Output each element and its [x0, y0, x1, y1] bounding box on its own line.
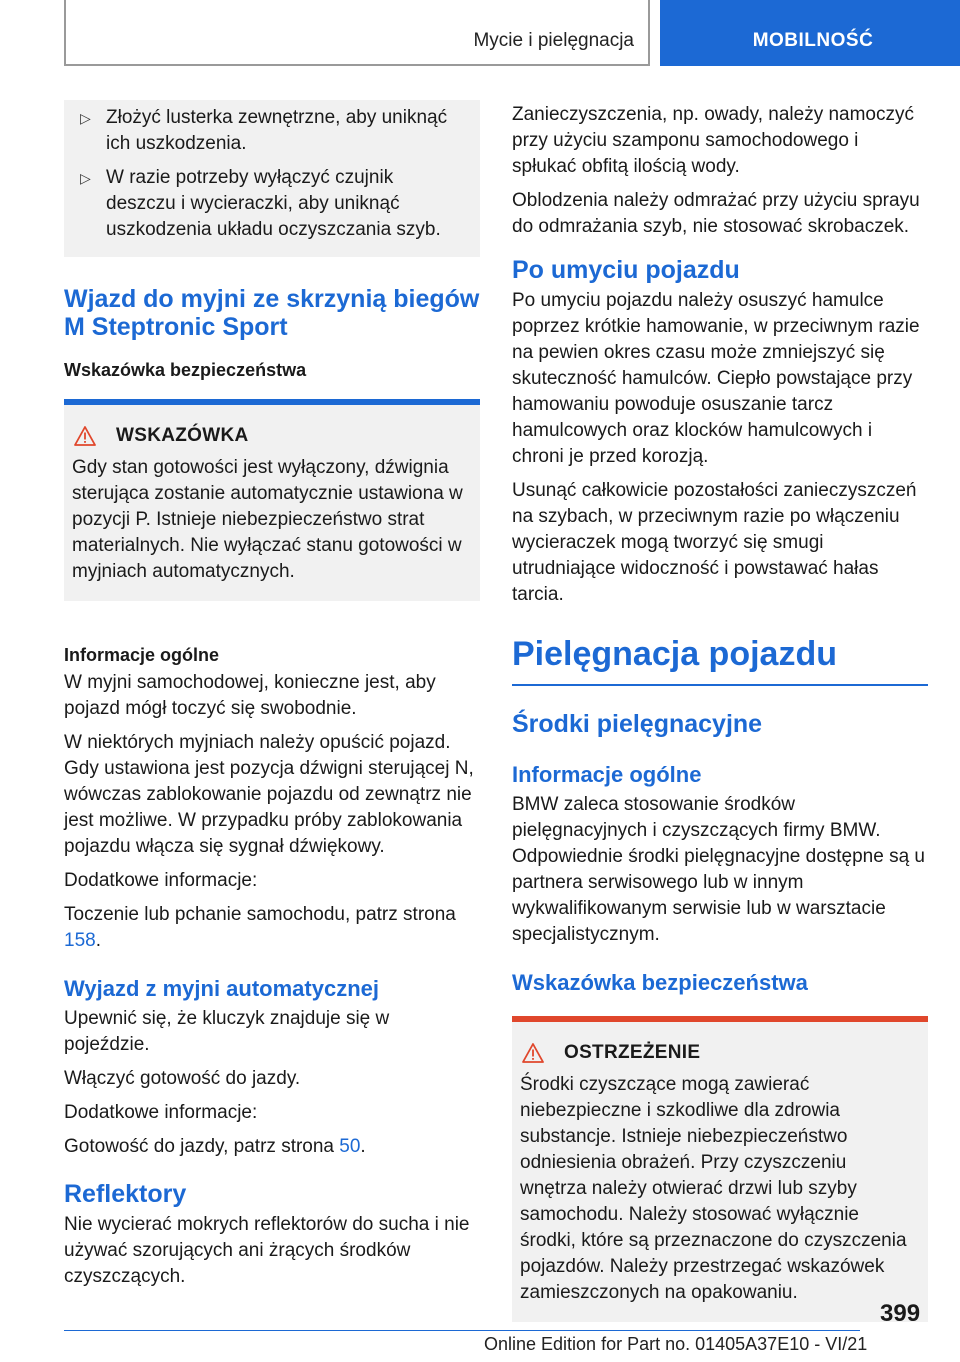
- warning-title: OSTRZEŻENIE: [564, 1042, 701, 1063]
- paragraph: Nie wycierać mokrych reflektorów do sucha i nie używać szorujących ani żrących środków czyszczących.: [64, 1214, 470, 1287]
- step-text: W razie potrzeby wyłączyć czujnik deszczu i wycieraczki, aby uniknąć uszkodzenia układu oczyszczania szyb.: [106, 167, 441, 240]
- heading-general: Informacje ogólne: [512, 762, 702, 787]
- page-number: 399: [880, 1300, 921, 1327]
- warning-text: Środki czyszczące mogą zawierać niebezpieczne i szkodliwe dla zdrowia substancje. Istnieje niebezpieczeństwo odniesienia obrażeń. Przy czyszczeniu wnętrza należy otwierać drzwi lub szyby samochodu. Należy stosować wyłącznie środki, które są przeznaczone do czyszczenia pojazdów. Należy przestrzegać wskazówek zamieszczonych na opakowaniu.: [520, 1074, 907, 1303]
- paragraph: [64, 902, 480, 954]
- paragraph: Włączyć gotowość do jazdy.: [64, 1068, 301, 1089]
- running-header-box: [64, 0, 650, 66]
- page-link-158[interactable]: 158: [64, 930, 96, 951]
- warning-text: Gdy stan gotowości jest wyłączony, dźwignia sterująca zostanie automatycznie ustawiona w pozycji P. Istnieje niebezpieczeństwo strat materialnych. Nie wyłączać stanu gotowości w myjniach automatycznych.: [72, 457, 463, 582]
- general-label: Informacje ogólne: [64, 645, 220, 665]
- warning-box: [64, 399, 480, 601]
- paragraph: Zanieczyszczenia, np. owady, należy namoczyć przy użyciu szamponu samochodowego i spłukać obfitą ilością wody.: [512, 104, 914, 177]
- h1-wrap: [512, 634, 928, 686]
- heading-reflectors: Reflektory: [64, 1180, 187, 1208]
- safety-label: Wskazówka bezpieczeństwa: [64, 360, 307, 380]
- section-title: Mycie i pielęgnacja: [473, 30, 634, 51]
- paragraph: Oblodzenia należy odmrażać przy użyciu sprayu do odmrażania szyb, nie stosować skrobaczek.: [512, 190, 920, 237]
- triangle-right-icon: ▷: [80, 110, 91, 126]
- xref-text: Toczenie lub pchanie samochodu, patrz strona: [64, 904, 456, 925]
- heading-exit: Wyjazd z myjni automatycznej: [64, 976, 380, 1001]
- paragraph: W niektórych myjniach należy opuścić pojazd. Gdy ustawiona jest pozycja dźwigni sterującej N, wówczas zablokowanie pojazdu od zewnątrz nie jest możliwe. W przypadku próby zablokowania pojazdu włącza się sygnał dźwiękowy.: [64, 732, 474, 857]
- list-item: [80, 165, 466, 243]
- paragraph: [64, 1134, 480, 1160]
- paragraph: Upewnić się, że kluczyk znajduje się w pojeździe.: [64, 1008, 390, 1055]
- list-item: [80, 105, 466, 157]
- xref-text: Gotowość do jazdy, patrz strona: [64, 1136, 340, 1157]
- triangle-right-icon: ▷: [80, 170, 91, 186]
- steps-box: [64, 100, 480, 257]
- warning-box: [512, 1016, 928, 1322]
- heading-after-wash: Po umyciu pojazdu: [512, 256, 740, 284]
- paragraph: BMW zaleca stosowanie środków pielęgnacyjnych i czyszczących firmy BMW. Odpowiednie środki pielęgnacyjne dostępne są u partnera serwisowego lub w innym wykwalifikowanym serwisie lub w warsztacie specjalistycznym.: [512, 794, 925, 945]
- footer-rule: [64, 1330, 860, 1331]
- edition-text: Online Edition for Part no. 01405A37E10 - VI/21: [484, 1334, 868, 1354]
- punctuation: .: [360, 1136, 366, 1157]
- chapter-tab[interactable]: MOBILNOŚĆ: [660, 0, 960, 66]
- heading-vehicle-care: Pielęgnacja pojazdu: [512, 635, 837, 673]
- page-link-50[interactable]: 50: [339, 1136, 361, 1157]
- heading-care-products: Środki pielęgnacyjne: [512, 710, 763, 738]
- heading-safety: Wskazówka bezpieczeństwa: [512, 970, 808, 995]
- right-column: [512, 100, 928, 1322]
- paragraph: Dodatkowe informacje:: [64, 1102, 258, 1123]
- warning-triangle-icon: [74, 426, 96, 446]
- heading-steptronic: Wjazd do myjni ze skrzynią biegów M Steptronic Sport: [64, 285, 480, 341]
- paragraph: Po umyciu pojazdu należy osuszyć hamulce poprzez krótkie hamowanie, w przeciwnym razie na pewien okres czasu może zmniejszyć się skuteczność hamulców. Ciepło powstające przy hamowaniu powoduje osuszanie tarcz hamulcowych oraz klocków hamulcowych i chroni je przed korozją.: [512, 290, 920, 467]
- paragraph: W myjni samochodowej, konieczne jest, aby pojazd mógł toczyć się swobodnie.: [64, 672, 436, 719]
- warning-triangle-icon: [522, 1043, 544, 1063]
- paragraph: Usunąć całkowicie pozostałości zanieczyszczeń na szybach, w przeciwnym razie po włączeniu wycieraczek mogą tworzyć się smugi utrudniające widoczność i powstawać hałas tarcia.: [512, 480, 917, 605]
- warning-title: WSKAZÓWKA: [116, 425, 249, 446]
- punctuation: .: [95, 930, 101, 951]
- step-text: Złożyć lusterka zewnętrzne, aby uniknąć ich uszkodzenia.: [106, 107, 448, 154]
- left-column: [64, 100, 480, 1290]
- paragraph: Dodatkowe informacje:: [64, 870, 258, 891]
